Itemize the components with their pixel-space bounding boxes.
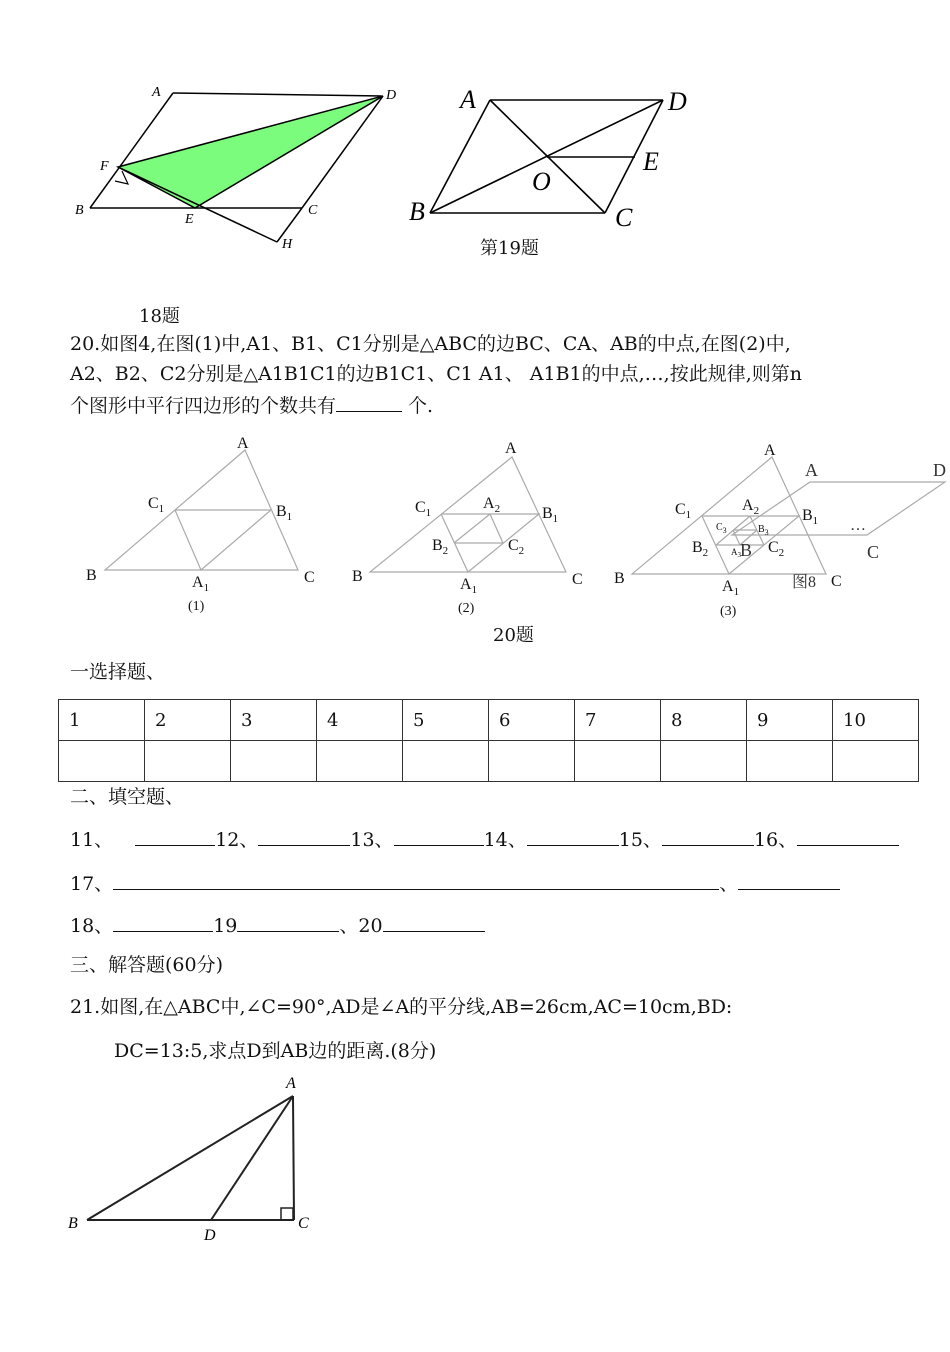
q21-line2: DC=13:5,求点D到AB边的距离.(8分) xyxy=(114,1040,437,1062)
question-number: 3 xyxy=(231,700,317,741)
q20-answer-blank[interactable] xyxy=(336,389,402,412)
label-E: E xyxy=(185,212,194,227)
answer-cell[interactable] xyxy=(661,741,747,782)
fig20-2-A: A xyxy=(505,440,517,457)
fill-label: 14、 xyxy=(483,829,527,851)
fill-label: 18、 xyxy=(70,915,114,937)
fig20-1-sub: (1) xyxy=(188,599,205,614)
fill-label: 15、 xyxy=(618,829,662,851)
answer-cell[interactable] xyxy=(317,741,403,782)
fill-label: 11、 xyxy=(70,829,114,851)
label-F: F xyxy=(100,159,109,174)
fig20-caption: 20题 xyxy=(493,625,534,646)
fig20-3-sub: (3) xyxy=(720,604,737,619)
question-number: 2 xyxy=(145,700,231,741)
para-A: A xyxy=(805,460,818,480)
fig20-3-B3: $B_3$ xyxy=(758,524,769,537)
section-fill-heading: 二、填空题、 xyxy=(70,786,185,808)
fig20-3-C: C xyxy=(831,573,842,590)
q20-line2: A2、B2、C2分别是△A1B1C1的边B1C1、C1 A1、 A1B1的中点,…,按此规律,则第n xyxy=(70,363,802,385)
question-number: 10 xyxy=(833,700,919,741)
label-A: A xyxy=(286,1075,296,1092)
figure-21 xyxy=(60,1070,330,1250)
fig20-1-C: C xyxy=(304,569,315,586)
question-number: 6 xyxy=(489,700,575,741)
fill-row-1 xyxy=(70,823,899,855)
fig20-3-A1: $A_1$ xyxy=(722,578,740,598)
fill-blank[interactable] xyxy=(797,823,899,846)
fig20-3-A2: $A_2$ xyxy=(742,497,760,517)
fill-blank[interactable] xyxy=(113,909,213,932)
fig20-3-A3: $A_3$ xyxy=(731,547,741,559)
q20-line3 xyxy=(70,389,433,421)
fig18-caption: 18题 xyxy=(139,306,180,327)
label-B: B xyxy=(409,197,425,226)
figure-19 xyxy=(405,80,705,240)
para-dots: … xyxy=(850,517,866,534)
fill-label: 19 xyxy=(213,915,238,937)
label-B: B xyxy=(68,1215,78,1232)
q21-line1: 21.如图,在△ABC中,∠C=90°,AD是∠A的平分线,AB=26cm,AC=10cm,BD: xyxy=(70,996,733,1018)
table-row xyxy=(59,700,919,741)
question-number: 5 xyxy=(403,700,489,741)
label-E: E xyxy=(643,147,659,176)
label-B: B xyxy=(75,203,84,218)
label-C: C xyxy=(615,203,633,232)
answer-cell[interactable] xyxy=(575,741,661,782)
label-C: C xyxy=(298,1215,309,1232)
fill-row-2 xyxy=(70,867,840,899)
answer-table xyxy=(58,699,919,782)
fig20-1-B: B xyxy=(86,567,97,584)
fig20-2-C1: $C_1$ xyxy=(415,499,432,519)
fig19-caption: 第19题 xyxy=(480,238,539,259)
fig20-2-B1: $B_1$ xyxy=(542,505,559,525)
fig20-3-C2: $C_2$ xyxy=(768,539,785,559)
fill-label: 13、 xyxy=(350,829,394,851)
answer-cell[interactable] xyxy=(833,741,919,782)
fig20-1-B1: $B_1$ xyxy=(276,503,293,523)
table-row xyxy=(59,741,919,782)
fill-blank[interactable] xyxy=(527,823,619,846)
fill-blank[interactable] xyxy=(258,823,350,846)
figure-20 xyxy=(80,432,950,647)
para-B: B xyxy=(740,540,753,560)
fill-label: 16、 xyxy=(753,829,798,851)
label-A: A xyxy=(152,85,161,100)
fill-blank[interactable] xyxy=(135,823,215,846)
q20-line3-pre: 个图形中平行四边形的个数共有 xyxy=(70,395,337,417)
fig20-2-B2: $B_2$ xyxy=(432,537,449,557)
q20-line1: 20.如图4,在图(1)中,A1、B1、C1分别是△ABC的边BC、CA、AB的中点,在图(2)中, xyxy=(70,333,791,355)
label-O: O xyxy=(532,167,551,196)
question-number: 4 xyxy=(317,700,403,741)
fill-label: 、 xyxy=(719,873,739,895)
answer-cell[interactable] xyxy=(59,741,145,782)
fill-blank[interactable] xyxy=(237,909,339,932)
fill-blank[interactable] xyxy=(394,823,484,846)
fig20-3-C1: $C_1$ xyxy=(675,501,692,521)
label-D: D xyxy=(386,88,397,103)
fig20-3-B2: $B_2$ xyxy=(692,539,709,559)
q20-line3-post: 个. xyxy=(402,395,434,417)
question-number: 1 xyxy=(59,700,145,741)
fig20-3-B: B xyxy=(614,570,625,587)
section-solve-heading: 三、解答题(60分) xyxy=(70,954,224,976)
fig20-1-A1: $A_1$ xyxy=(192,574,210,594)
answer-cell[interactable] xyxy=(489,741,575,782)
fill-label: 12、 xyxy=(215,829,259,851)
fill-row-3 xyxy=(70,909,485,941)
fill-blank[interactable] xyxy=(662,823,754,846)
figure-18 xyxy=(70,80,400,260)
fill-blank[interactable] xyxy=(738,867,840,890)
question-number: 7 xyxy=(575,700,661,741)
answer-cell[interactable] xyxy=(403,741,489,782)
label-A: A xyxy=(460,85,476,114)
question-number: 8 xyxy=(661,700,747,741)
fig20-2-C2: $C_2$ xyxy=(508,537,525,557)
section-choice-heading: 一选择题、 xyxy=(70,661,166,683)
fig20-2-B: B xyxy=(352,568,363,585)
para-C: C xyxy=(867,542,880,562)
fig20-3-C3: $C_3$ xyxy=(716,522,727,535)
fig20-2-C: C xyxy=(572,571,583,588)
label-D: D xyxy=(204,1227,216,1244)
fig20-1-A: A xyxy=(237,435,249,452)
fig20-3-B1: $B_1$ xyxy=(802,507,819,527)
answer-cell[interactable] xyxy=(145,741,231,782)
fill-blank[interactable] xyxy=(113,867,719,890)
label-H: H xyxy=(282,237,293,252)
question-number: 9 xyxy=(747,700,833,741)
fig20-2-A1: $A_1$ xyxy=(460,576,478,596)
fig20-2-A2: $A_2$ xyxy=(483,495,501,515)
fig20-3-A: A xyxy=(764,442,776,459)
para-D: D xyxy=(933,460,946,480)
fill-label: 17、 xyxy=(70,873,114,895)
label-D: D xyxy=(668,87,687,116)
fig20-1-C1: $C_1$ xyxy=(148,495,165,515)
answer-cell[interactable] xyxy=(231,741,317,782)
answer-cell[interactable] xyxy=(747,741,833,782)
fill-label: 、20 xyxy=(339,915,383,937)
label-C: C xyxy=(308,203,318,218)
fig8-label: 图8 xyxy=(792,574,817,591)
fill-blank[interactable] xyxy=(383,909,485,932)
fig20-2-sub: (2) xyxy=(458,601,475,616)
